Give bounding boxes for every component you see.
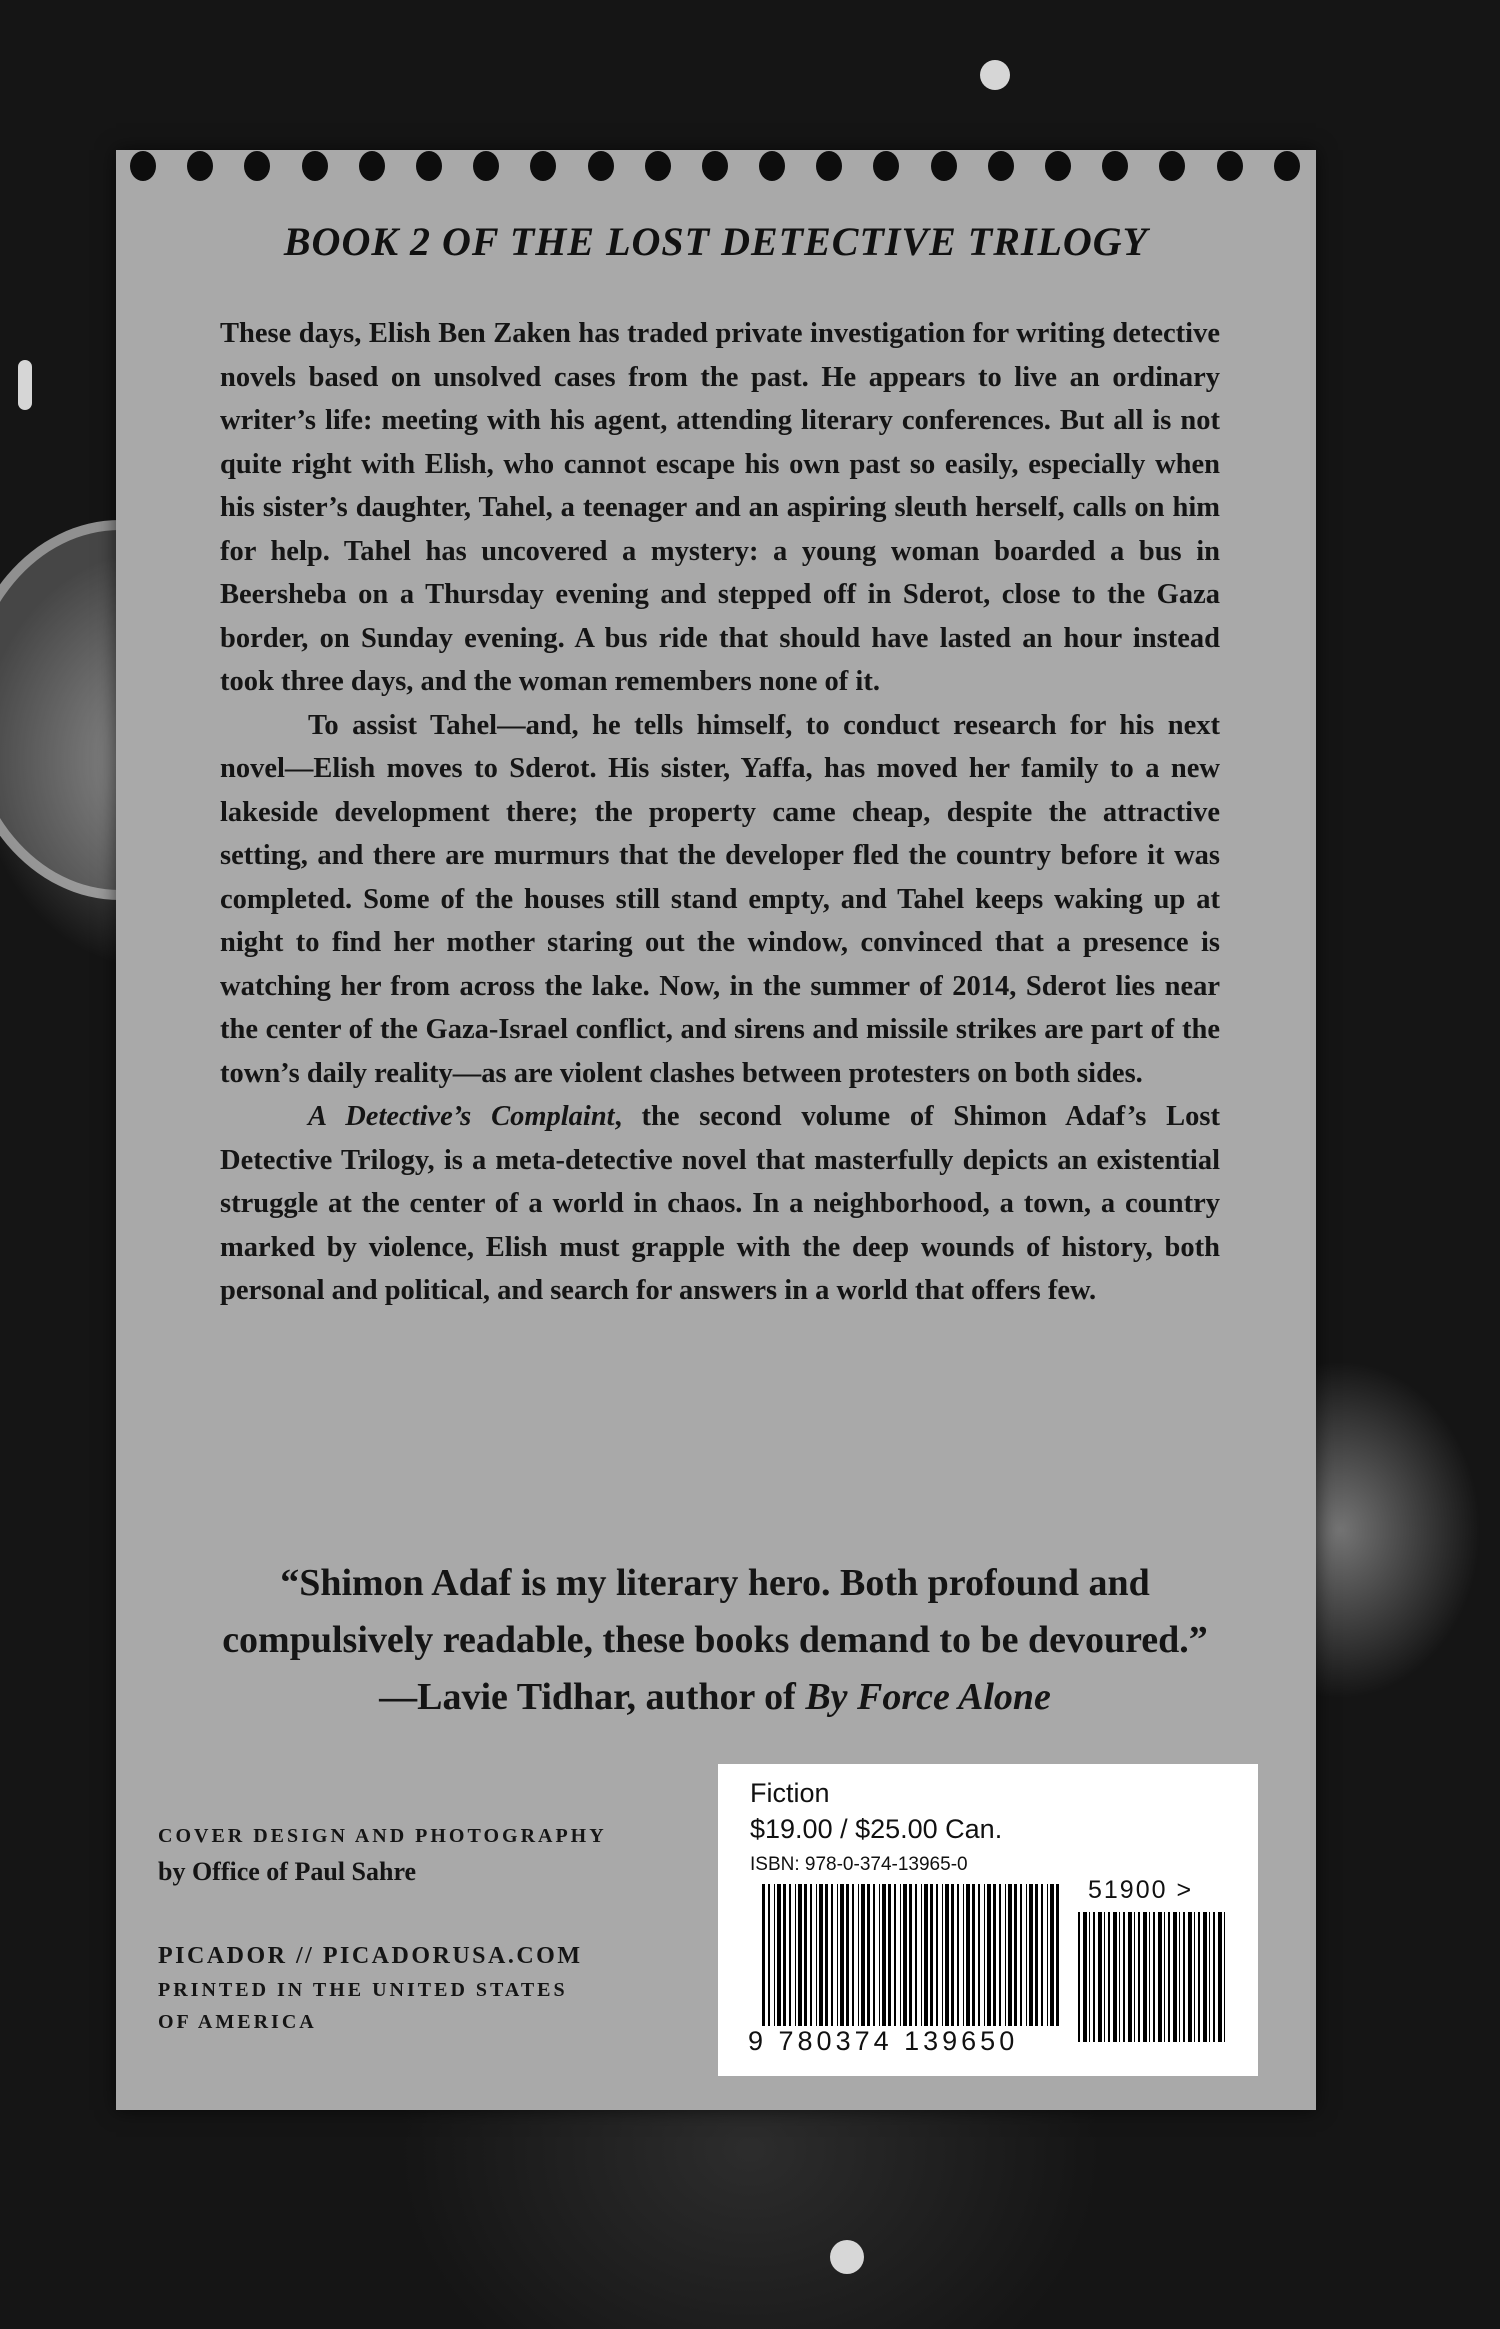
spiral-hole	[873, 151, 899, 181]
spiral-hole	[244, 151, 270, 181]
spiral-hole	[416, 151, 442, 181]
spiral-hole	[931, 151, 957, 181]
spiral-hole	[130, 151, 156, 181]
publisher-line: PICADOR // PICADORUSA.COM	[158, 1943, 583, 1969]
cover-design-label: COVER DESIGN AND PHOTOGRAPHY	[158, 1825, 607, 1847]
genre-label: Fiction	[750, 1778, 830, 1808]
spiral-hole	[1217, 151, 1243, 181]
spiral-hole	[187, 151, 213, 181]
description-paragraph-1: These days, Elish Ben Zaken has traded private investigation for writing detective novels based on unsolved cases from the past. He appears to live an ordinary writer’s life: meeting with his agent, attending literary conferences. But all is not quite right with Elish, who cannot escape his own past so easily, especially when his sister’s daughter, Tahel, a teenager and an aspiring sleuth herself, calls on him for help. Tahel has uncovered a mystery: a young woman boarded a bus in Beersheba on a Thursday evening and stepped off in Sderot, close to the Gaza border, on Sunday evening. A bus ride that should have lasted an hour instead took three days, and the woman remembers none of it.	[220, 318, 1220, 697]
spiral-hole	[302, 151, 328, 181]
spiral-hole	[702, 151, 728, 181]
decorative-dot	[830, 2240, 864, 2274]
barcode-number: 9 780374 139650	[748, 2026, 1068, 2057]
decorative-dot	[980, 60, 1010, 90]
barcode-label	[718, 1764, 1258, 2076]
addon-code: 51900 >	[1088, 1876, 1194, 1904]
addon-barcode-bars	[1078, 1912, 1228, 2042]
quote-text: “Shimon Adaf is my literary hero. Both profound and compulsively readable, these books demand to be devoured.”	[222, 1562, 1208, 1661]
decorative-dot	[18, 360, 32, 410]
paragraph-3-text: , the second volume of Shimon Adaf’s Lost Detective Trilogy, is a meta-detective novel that masterfully depicts an existential struggle at the center of a world in chaos. In a neighborhood, a town, a country marked by violence, Elish must grapple with the deep wounds of history, both personal and political, and search for answers in a world that offers few.	[220, 1101, 1220, 1306]
description-paragraph-3	[220, 1095, 1220, 1313]
spiral-hole	[1102, 151, 1128, 181]
isbn-label: ISBN: 978-0-374-13965-0	[750, 1854, 968, 1875]
credits-block	[158, 1820, 658, 2038]
quote-attribution: —Lavie Tidhar, author of	[379, 1676, 806, 1718]
spiral-hole	[473, 151, 499, 181]
spiral-hole	[588, 151, 614, 181]
printed-line-1: PRINTED IN THE UNITED STATES	[158, 1979, 568, 2001]
spiral-hole	[988, 151, 1014, 181]
cover-design-credit: by Office of Paul Sahre	[158, 1857, 417, 1886]
blurb-quote	[200, 1555, 1230, 1726]
spiral-hole	[1045, 151, 1071, 181]
notepad-spiral-holes	[130, 146, 1300, 186]
description-paragraph-2: To assist Tahel—and, he tells himself, to conduct research for his next novel—Elish moves to Sderot. His sister, Yaffa, has moved her family to a new lakeside development there; the property came cheap, despite the attractive setting, and there are murmurs that the developer fled the country before it was completed. Some of the houses still stand empty, and Tahel keeps waking up at night to find her mother staring out the window, convinced that a presence is watching her from across the lake. Now, in the summer of 2014, Sderot lies near the center of the Gaza-Israel conflict, and sirens and missile strikes are part of the town’s daily reality—as are violent clashes between protesters on both sides.	[220, 709, 1220, 1089]
spiral-hole	[1274, 151, 1300, 181]
quote-book-title: By Force Alone	[805, 1676, 1051, 1718]
spiral-hole	[359, 151, 385, 181]
spiral-hole	[759, 151, 785, 181]
book-description	[220, 312, 1220, 1313]
book-title: A Detective’s Complaint	[308, 1101, 615, 1132]
series-title: BOOK 2 OF THE LOST DETECTIVE TRILOGY	[283, 219, 1149, 264]
spiral-hole	[645, 151, 671, 181]
spiral-hole	[1159, 151, 1185, 181]
printed-line-2: OF AMERICA	[158, 2011, 317, 2033]
price-label: $19.00 / $25.00 Can.	[750, 1814, 1003, 1844]
barcode-bars	[762, 1884, 1062, 2026]
spiral-hole	[816, 151, 842, 181]
spiral-hole	[530, 151, 556, 181]
